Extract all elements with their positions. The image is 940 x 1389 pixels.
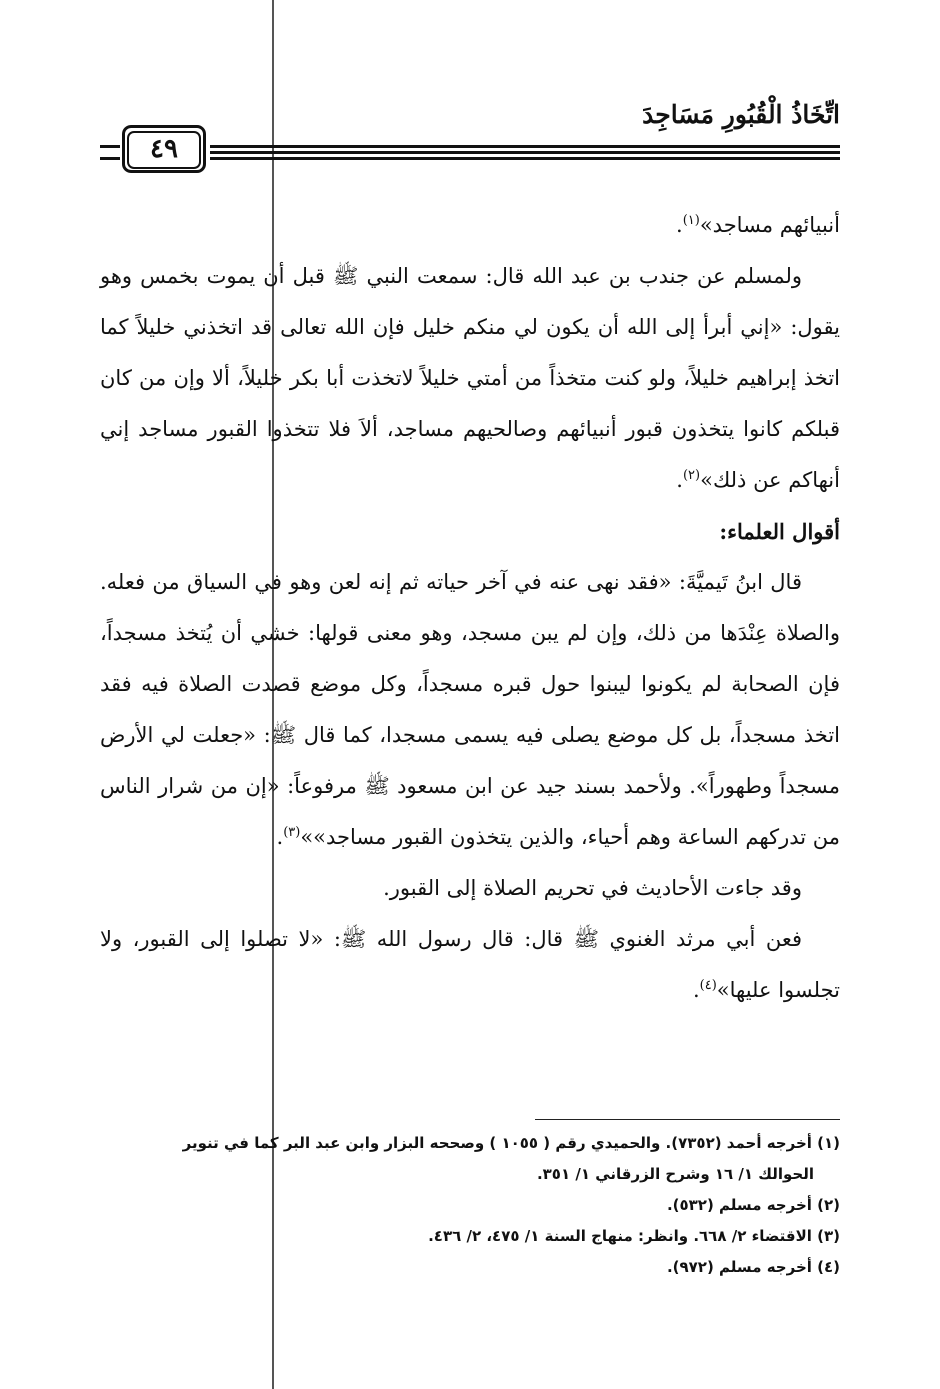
footnote-1-continued: الحوالك ١/ ١٦ وشرح الزرقاني ١/ ٣٥١. — [536, 1165, 814, 1183]
footnote-3: (٣) الاقتضاء ٢/ ٦٦٨. وانظر: منهاج السنة ١/ ٤٧٥، ٢/ ٤٣٦. — [428, 1227, 840, 1245]
paragraph-text: ولمسلم عن جندب بن عبد الله قال: سمعت النبي ﷺ قبل أن يموت بخمس وهو يقول: «إني أبرأ إلى الله أن يكون لي منكم خليل فإن الله تعالى قد اتخذني خليلاً كما اتخذ إبراهيم خليلاً، ولو كنت متخذاً من أمتي خليلاً لاتخذت أبا بكر خليلاً، ألا وإن من كان قبلكم كانوا يتخذون قبور أنبيائهم وصالحيهم مساجد، ألاَ فلا تتخذوا القبور مساجد إني أنهاكم عن ذلك» — [100, 264, 840, 492]
paragraph-text: فعن أبي مرثد الغنوي ﷺ قال: قال رسول الله ﷺ: «لا تصلوا إلى القبور، ولا تجلسوا عليها» — [100, 927, 840, 1002]
section-heading: أقوال العلماء: — [719, 519, 840, 544]
paragraph-end: . — [692, 978, 700, 1002]
main-text — [100, 200, 840, 1016]
paragraph — [100, 200, 840, 251]
paragraph-text: أنبيائهم مساجد» — [699, 213, 840, 237]
paragraph — [100, 557, 840, 863]
paragraph-end: . — [676, 468, 683, 492]
paragraph-text: قال ابنُ تَيميَّةَ: «فقد نهى عنه في آخر حياته ثم إنه لعن وهو في السياق من فعله. والصلاة عِنْدَها من ذلك، وإن لم يبن مسجد، وهو معنى قولها: خشي أن يُتخذ مسجداً، فإن الصحابة لم يكونوا ليبنوا حول قبره مسجداً، وكل موضع قصدت الصلاة فيه فقد اتخذ مسجداً، بل كل موضع يصلى فيه يسمى مسجدا، كما قال ﷺ: «جعلت لي الأرض مسجداً وطهوراً». ولأحمد بسند جيد عن ابن مسعود ﷺ مرفوعاً: «إن من شرار الناس من تدركهم الساعة وهم أحياء، والذين يتخذون القبور مساجد»» — [100, 570, 840, 849]
footnote-ref: (١) — [682, 213, 700, 228]
footnote-1: (١) أخرجه أحمد (٧٣٥٢). والحميدي رقم ( ١٠٥٥ ) وصححه البزار وابن عبد البر كما في تنوير — [182, 1134, 840, 1152]
footnotes — [100, 1128, 840, 1283]
running-title: اتِّخَاذُ الْقُبُورِ مَسَاجِدَ — [642, 100, 840, 129]
header-rule — [210, 157, 840, 160]
page-number: ٤٩ — [150, 134, 178, 164]
header-rule — [210, 145, 840, 148]
header-rule-left — [100, 145, 120, 148]
paragraph — [100, 914, 840, 1016]
footnote-ref: (٢) — [682, 468, 701, 483]
footnote-ref: (٤) — [699, 978, 717, 993]
footnote-ref: (٣) — [283, 825, 301, 840]
footnote-4: (٤) أخرجه مسلم (٩٧٢). — [666, 1258, 840, 1276]
header-rule — [210, 151, 840, 154]
footnote-2: (٢) أخرجه مسلم (٥٣٢). — [666, 1196, 840, 1214]
paragraph — [100, 251, 840, 506]
paragraph: وقد جاءت الأحاديث في تحريم الصلاة إلى القبور. — [383, 876, 802, 900]
header-rule-left — [100, 157, 120, 160]
footnote-separator — [535, 1119, 840, 1120]
paragraph-end: . — [276, 825, 284, 849]
page-header — [100, 95, 840, 185]
paragraph-end: . — [676, 213, 683, 237]
